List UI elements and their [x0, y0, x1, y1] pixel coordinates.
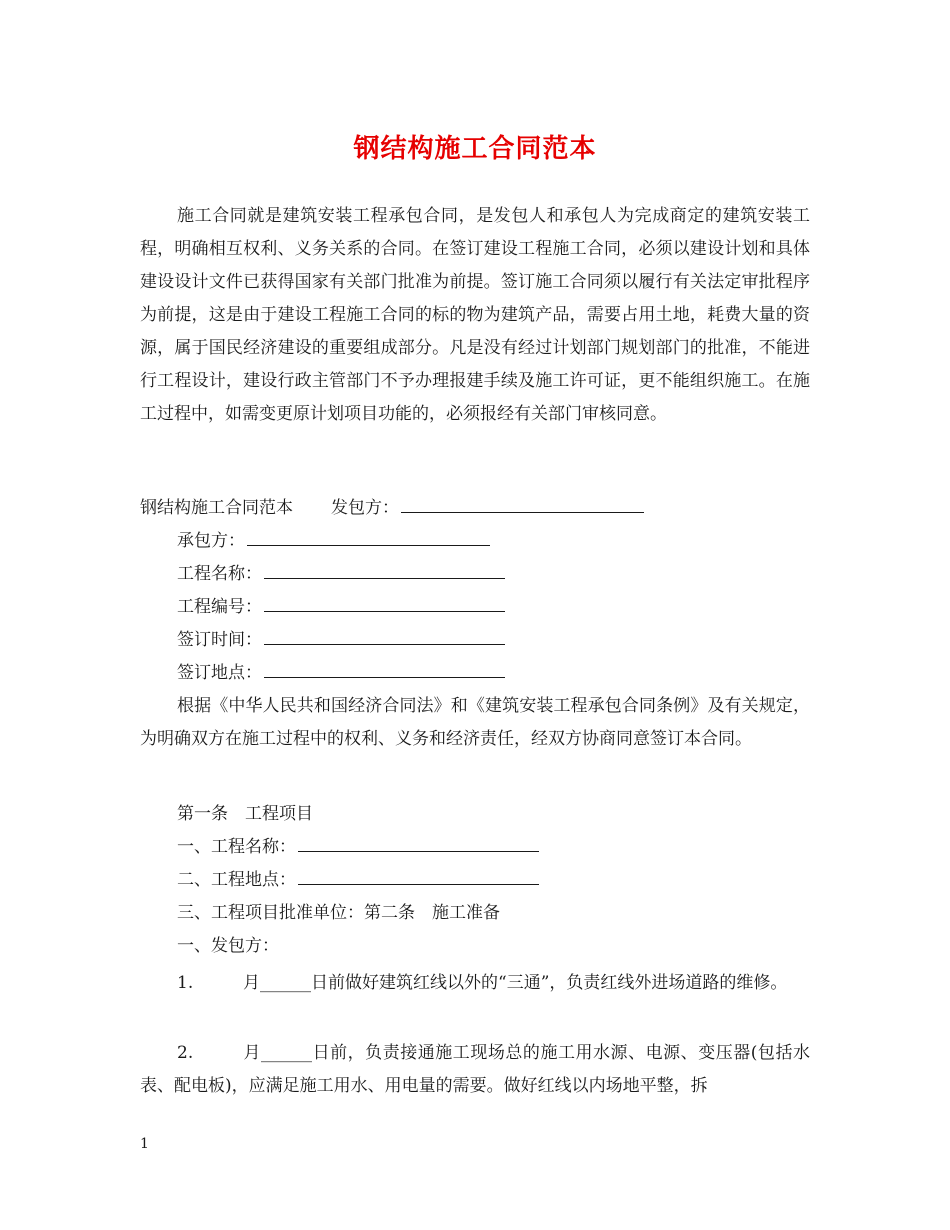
contractor-blank[interactable] [247, 525, 490, 546]
item-1-label: 一、工程名称： [177, 837, 296, 857]
item-2-label: 二、工程地点： [177, 870, 296, 890]
project-name-label: 工程名称： [177, 564, 262, 584]
contractor-field [177, 525, 490, 558]
basis-paragraph: 根据《中华人民共和国经济合同法》和《建筑安装工程承包合同条例》及有关规定，为明确双方在施工过程中的权利、义务和经济责任，经双方协商同意签订本合同。 [140, 696, 810, 749]
document-title: 钢结构施工合同范本 [353, 134, 597, 164]
sign-time-field [177, 624, 505, 657]
sign-place-label: 签订地点： [177, 663, 262, 683]
point-1-text: 月______日前做好建筑红线以外的“三通”，负责红线外进场道路的维修。 [243, 973, 788, 993]
item-1-blank[interactable] [298, 831, 539, 852]
project-number-label: 工程编号： [177, 597, 262, 617]
point-2 [140, 1037, 810, 1103]
point-2-text: 月______日前，负责接通施工现场总的施工用水源、电源、变压器(包括水表、配电板)，应满足施工用水、用电量的需要。做好红线以内场地平整，拆 [140, 1043, 810, 1096]
sign-time-blank[interactable] [264, 624, 505, 645]
sign-time-label: 签订时间： [177, 630, 262, 650]
employer-heading: 一、发包方： [177, 936, 279, 956]
project-number-field [177, 591, 505, 624]
sign-place-field [177, 657, 505, 690]
header-line-title: 钢结构施工合同范本 [140, 498, 293, 518]
point-2-number: 2. [177, 1043, 194, 1063]
item-3: 三、工程项目批准单位：第二条 施工准备 [177, 903, 500, 923]
sign-place-blank[interactable] [264, 657, 505, 678]
project-name-field [177, 558, 505, 591]
page-number: 1 [140, 1136, 149, 1152]
item-2-blank[interactable] [298, 864, 539, 885]
intro-paragraph: 施工合同就是建筑安装工程承包合同，是发包人和承包人为完成商定的建筑安装工程，明确相互权利、义务关系的合同。在签订建设工程施工合同，必须以建设计划和具体建设设计文件已获得国家有关部门批准为前提。签订施工合同须以履行有关法定审批程序为前提，这是由于建设工程施工合同的标的物为建筑产品，需要占用土地，耗费大量的资源，属于国民经济建设的重要组成部分。凡是没有经过计划部门规划部门的批准，不能进行工程设计，建设行政主管部门不予办理报建手续及施工许可证，更不能组织施工。在施工过程中，如需变更原计划项目功能的，必须报经有关部门审核同意。 [140, 206, 810, 424]
project-name-blank[interactable] [264, 558, 505, 579]
contractor-label: 承包方： [177, 531, 245, 551]
header-line [140, 492, 644, 525]
item-1 [177, 831, 539, 864]
employer-blank[interactable] [401, 492, 644, 513]
employer-label: 发包方： [331, 498, 399, 518]
point-1 [140, 967, 810, 1000]
project-number-blank[interactable] [264, 591, 505, 612]
point-1-number: 1. [177, 973, 194, 993]
article-1-heading: 第一条 工程项目 [177, 804, 313, 824]
item-2 [177, 864, 539, 897]
